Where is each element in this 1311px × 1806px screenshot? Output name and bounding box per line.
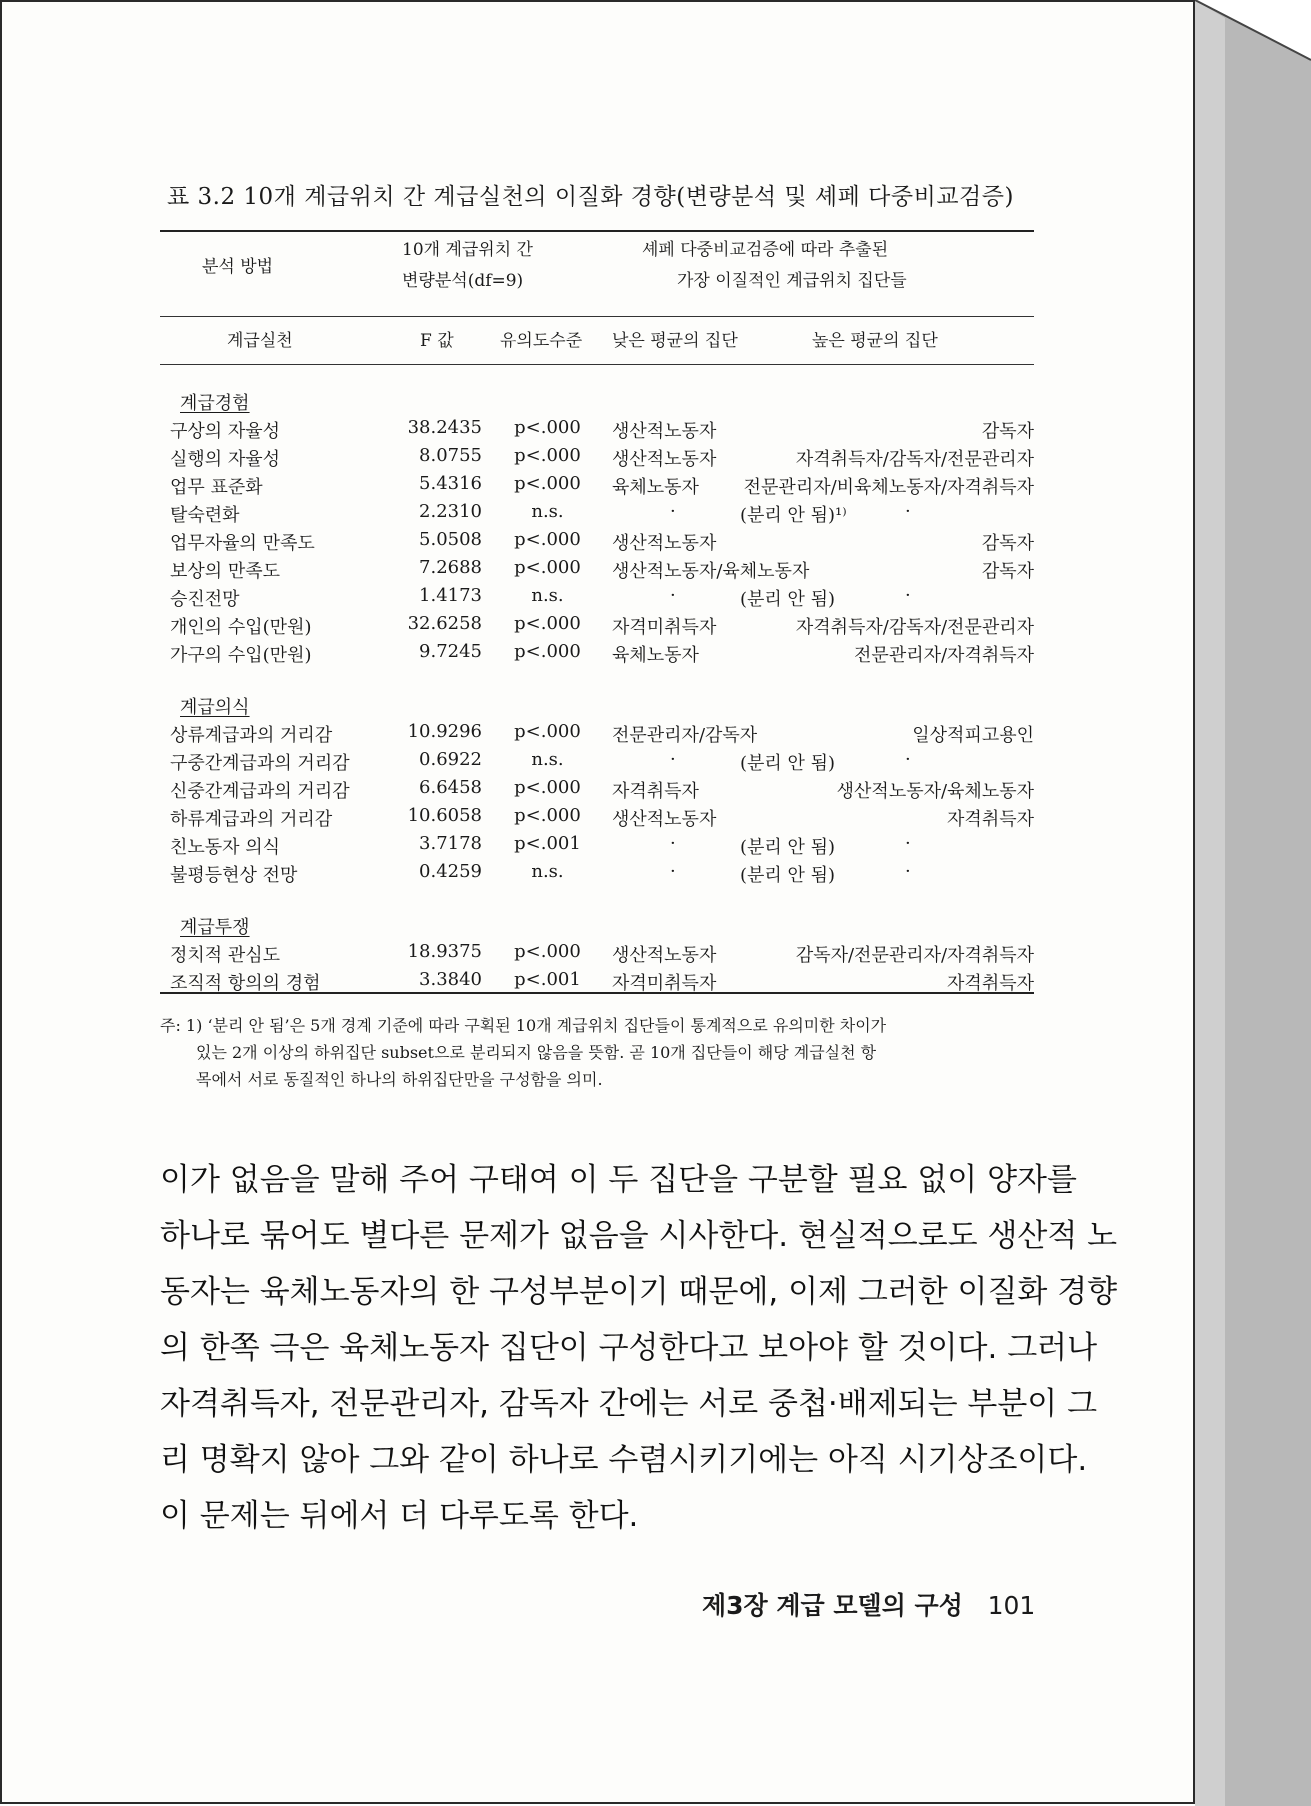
- low-group: 생산적노동자: [612, 945, 717, 966]
- practice-name: 구중간계급과의 거리감: [170, 753, 350, 774]
- table-row: [160, 859, 1034, 887]
- practice-name: 친노동자 의식: [170, 837, 281, 858]
- table-row: [160, 527, 1034, 555]
- significance: p<.000: [514, 529, 581, 550]
- section-title: 계급의식: [180, 697, 250, 718]
- f-value: 10.9296: [407, 721, 482, 742]
- f-value: 38.2435: [407, 417, 482, 438]
- table-row: [160, 555, 1034, 583]
- not-separated-label: (분리 안 됨): [740, 837, 836, 858]
- significance: p<.000: [514, 941, 581, 962]
- low-group: 생산적노동자: [612, 809, 717, 830]
- significance: n.s.: [531, 501, 564, 522]
- anova-table-body: [160, 387, 1034, 995]
- significance: p<.000: [514, 805, 581, 826]
- high-group: 자격취득자/감독자/전문관리자: [795, 449, 1034, 470]
- table-row: [160, 775, 1034, 803]
- not-separated-label: (분리 안 됨)¹⁾: [740, 505, 847, 526]
- high-group: 자격취득자/감독자/전문관리자: [795, 617, 1034, 638]
- section-heading: [160, 387, 1034, 415]
- not-separated-label: (분리 안 됨): [740, 865, 836, 886]
- table-row: [160, 611, 1034, 639]
- header-method: 분석 방법: [202, 257, 274, 277]
- f-value: 8.0755: [419, 445, 482, 466]
- body-line: 리 명확지 않아 그와 같이 하나로 수렴시키기에는 아직 시기상조이다.: [160, 1442, 1088, 1478]
- section-gap: [160, 887, 1034, 911]
- not-separated-label: (분리 안 됨): [740, 589, 836, 610]
- significance: p<.000: [514, 777, 581, 798]
- high-group: 감독자: [981, 533, 1034, 554]
- practice-name: 조직적 항의의 경험: [170, 973, 321, 994]
- table-row: [160, 831, 1034, 859]
- dot-low: ·: [670, 833, 676, 854]
- f-value: 3.7178: [419, 833, 482, 854]
- header-col-practice: 계급실천: [227, 331, 293, 351]
- high-group: 생산적노동자/육체노동자: [836, 781, 1034, 802]
- high-group: 일상적피고용인: [912, 725, 1034, 746]
- table-row: [160, 583, 1034, 611]
- practice-name: 보상의 만족도: [170, 561, 281, 582]
- f-value: 10.6058: [407, 805, 482, 826]
- header-col-high: 높은 평균의 집단: [812, 331, 938, 351]
- f-value: 1.4173: [419, 585, 482, 606]
- not-separated-label: (분리 안 됨): [740, 753, 836, 774]
- high-group: 자격취득자: [947, 809, 1034, 830]
- practice-name: 구상의 자율성: [170, 421, 281, 442]
- table-row: [160, 967, 1034, 995]
- high-group: 감독자/전문관리자/자격취득자: [795, 945, 1034, 966]
- f-value: 5.0508: [419, 529, 482, 550]
- table-footnote: [160, 1012, 1040, 1093]
- low-group: 생산적노동자: [612, 533, 717, 554]
- low-group: 육체노동자: [612, 477, 699, 498]
- practice-name: 정치적 관심도: [170, 945, 281, 966]
- practice-name: 상류계급과의 거리감: [170, 725, 333, 746]
- significance: n.s.: [531, 585, 564, 606]
- significance: n.s.: [531, 861, 564, 882]
- header-anova-line1: 10개 계급위치 간: [402, 240, 533, 260]
- significance: p<.000: [514, 641, 581, 662]
- header-scheffe-line2: 가장 이질적인 계급위치 집단들: [677, 271, 907, 291]
- dot-high: ·: [905, 833, 911, 854]
- practice-name: 탈숙련화: [170, 505, 240, 526]
- header-col-f: F 값: [420, 331, 454, 351]
- practice-name: 업무 표준화: [170, 477, 263, 498]
- significance: p<.000: [514, 613, 581, 634]
- header-mid-rule: [160, 316, 1034, 317]
- footnote-line-2: 있는 2개 이상의 하위집단 subset으로 분리되지 않음을 뜻함. 곧 10개 집단들이 해당 계급실천 항: [196, 1043, 877, 1062]
- high-group: 자격취득자: [947, 973, 1034, 994]
- chapter-title: 제3장 계급 모델의 구성: [702, 1591, 963, 1620]
- body-line: 이가 없음을 말해 주어 구태여 이 두 집단을 구분할 필요 없이 양자를: [160, 1162, 1077, 1198]
- practice-name: 개인의 수입(만원): [170, 617, 312, 638]
- table-row: [160, 471, 1034, 499]
- significance: p<.000: [514, 417, 581, 438]
- body-line: 이 문제는 뒤에서 더 다루도록 한다.: [160, 1498, 639, 1534]
- significance: p<.001: [514, 833, 581, 854]
- table-bottom-rule: [160, 992, 1034, 994]
- practice-name: 가구의 수입(만원): [170, 645, 312, 666]
- high-group: 전문관리자/비육체노동자/자격취득자: [743, 477, 1034, 498]
- high-group: 감독자: [981, 561, 1034, 582]
- f-value: 7.2688: [419, 557, 482, 578]
- table-row: [160, 803, 1034, 831]
- f-value: 0.4259: [419, 861, 482, 882]
- table-caption: 표 3.2 10개 계급위치 간 계급실천의 이질화 경향(변량분석 및 셰페 다중비교검증): [167, 184, 1014, 210]
- low-group: 자격미취득자: [612, 617, 717, 638]
- body-line: 하나로 묶어도 별다른 문제가 없음을 시사한다. 현실적으로도 생산적 노: [160, 1218, 1118, 1254]
- section-title: 계급투쟁: [180, 917, 250, 938]
- header-col-sig: 유의도수준: [500, 331, 583, 351]
- dot-low: ·: [670, 861, 676, 882]
- dot-low: ·: [670, 501, 676, 522]
- significance: p<.000: [514, 721, 581, 742]
- body-line: 동자는 육체노동자의 한 구성부분이기 때문에, 이제 그러한 이질화 경향: [160, 1274, 1118, 1310]
- header-anova-line2: 변량분석(df=9): [402, 271, 524, 291]
- table-row: [160, 939, 1034, 967]
- high-group: 전문관리자/자격취득자: [854, 645, 1034, 666]
- low-group: 생산적노동자: [612, 421, 717, 442]
- f-value: 2.2310: [419, 501, 482, 522]
- dot-low: ·: [670, 749, 676, 770]
- header-scheffe-line1: 셰페 다중비교검증에 따라 추출된: [642, 240, 889, 260]
- practice-name: 하류계급과의 거리감: [170, 809, 333, 830]
- table-row: [160, 499, 1034, 527]
- body-paragraph: [160, 1152, 1118, 1544]
- table-row: [160, 415, 1034, 443]
- body-line: 의 한쪽 극은 육체노동자 집단이 구성한다고 보아야 할 것이다. 그러나: [160, 1330, 1098, 1366]
- footnote-line-1: 주: 1) ‘분리 안 됨’은 5개 경계 기준에 따라 구획된 10개 계급위치 집단들이 통계적으로 유의미한 차이가: [160, 1016, 887, 1035]
- f-value: 6.6458: [419, 777, 482, 798]
- f-value: 32.6258: [407, 613, 482, 634]
- table-top-rule: [160, 230, 1034, 232]
- practice-name: 신중간계급과의 거리감: [170, 781, 350, 802]
- section-title: 계급경험: [180, 393, 250, 414]
- header-col-low: 낮은 평균의 집단: [612, 331, 738, 351]
- footnote-line-3: 목에서 서로 동질적인 하나의 하위집단만을 구성함을 의미.: [196, 1070, 603, 1089]
- table-row: [160, 443, 1034, 471]
- header-bottom-rule: [160, 364, 1034, 365]
- high-group: 감독자: [981, 421, 1034, 442]
- f-value: 9.7245: [419, 641, 482, 662]
- practice-name: 승진전망: [170, 589, 240, 610]
- f-value: 18.9375: [407, 941, 482, 962]
- low-group: 육체노동자: [612, 645, 699, 666]
- table-row: [160, 639, 1034, 667]
- practice-name: 업무자율의 만족도: [170, 533, 315, 554]
- significance: p<.001: [514, 969, 581, 990]
- section-heading: [160, 691, 1034, 719]
- practice-name: 실행의 자율성: [170, 449, 281, 470]
- significance: n.s.: [531, 749, 564, 770]
- page-number: 101: [987, 1591, 1036, 1620]
- dot-high: ·: [905, 861, 911, 882]
- body-line: 자격취득자, 전문관리자, 감독자 간에는 서로 중첩·배제되는 부분이 그: [160, 1386, 1098, 1422]
- significance: p<.000: [514, 557, 581, 578]
- book-edge-shading: [1195, 0, 1311, 1806]
- low-group: 생산적노동자/육체노동자: [612, 561, 810, 582]
- dot-high: ·: [905, 501, 911, 522]
- significance: p<.000: [514, 473, 581, 494]
- significance: p<.000: [514, 445, 581, 466]
- section-heading: [160, 911, 1034, 939]
- low-group: 자격미취득자: [612, 973, 717, 994]
- dot-high: ·: [905, 749, 911, 770]
- low-group: 자격취득자: [612, 781, 699, 802]
- f-value: 3.3840: [419, 969, 482, 990]
- dot-low: ·: [670, 585, 676, 606]
- f-value: 5.4316: [419, 473, 482, 494]
- practice-name: 불평등현상 전망: [170, 865, 298, 886]
- low-group: 전문관리자/감독자: [612, 725, 758, 746]
- f-value: 0.6922: [419, 749, 482, 770]
- page-footer: [702, 1586, 1035, 1622]
- low-group: 생산적노동자: [612, 449, 717, 470]
- table-row: [160, 747, 1034, 775]
- dot-high: ·: [905, 585, 911, 606]
- table-row: [160, 719, 1034, 747]
- section-gap: [160, 667, 1034, 691]
